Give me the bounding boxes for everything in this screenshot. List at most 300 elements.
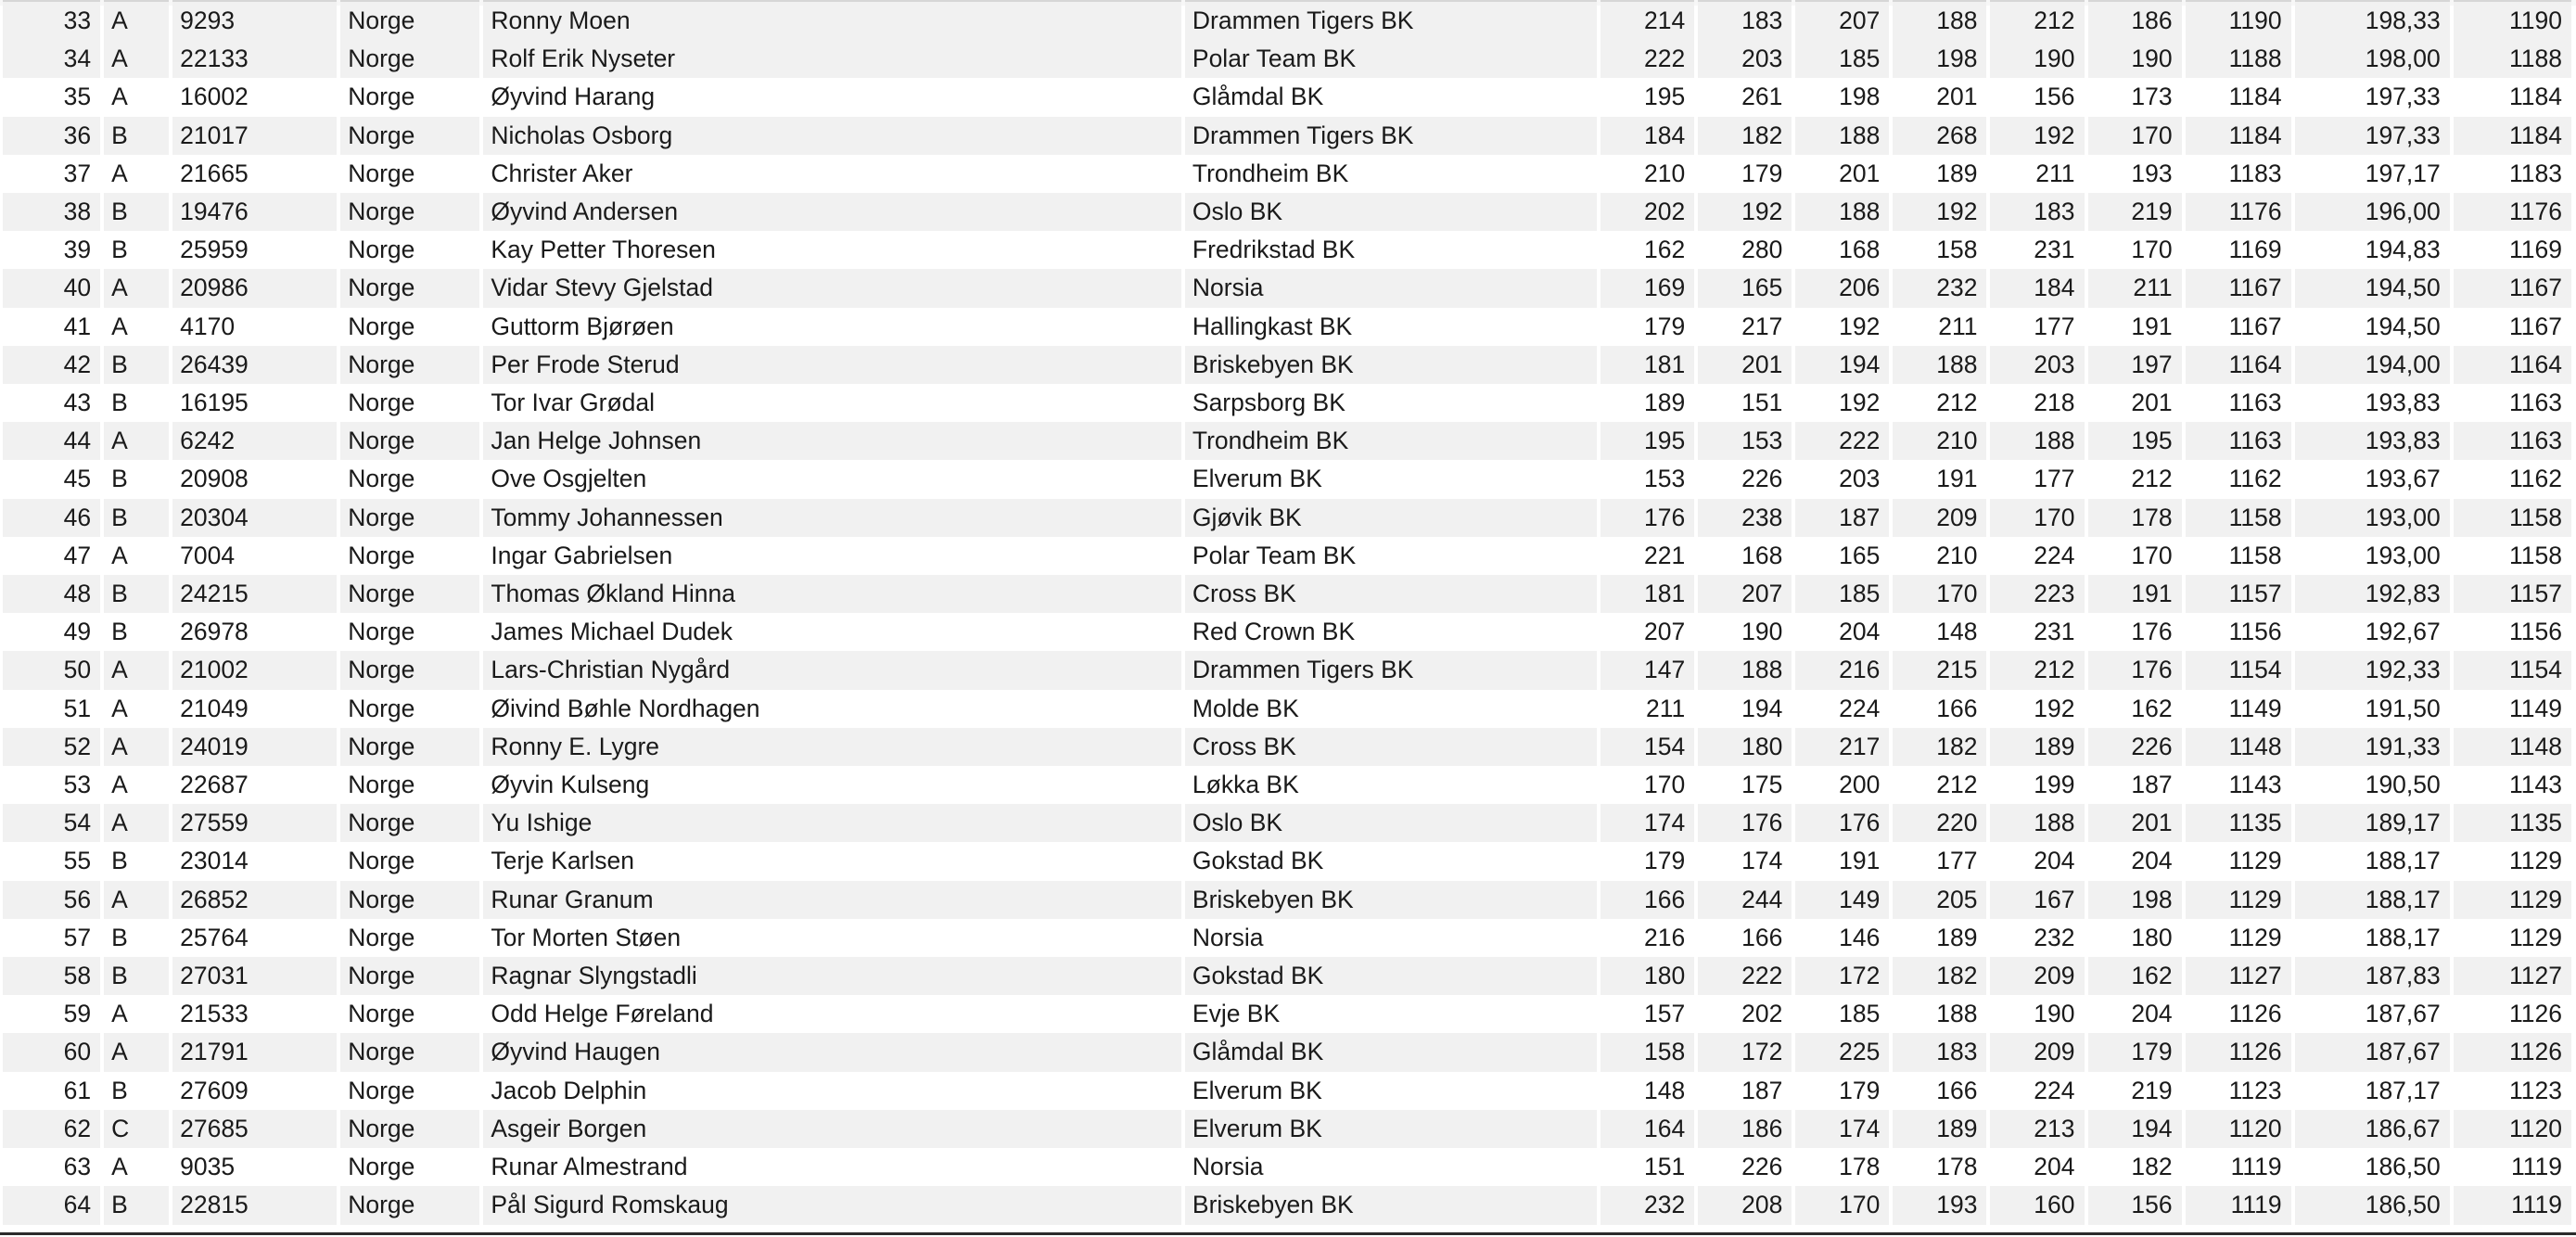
club-cell: Oslo BK: [1185, 193, 1597, 231]
game-3-score: 170: [1795, 1186, 1889, 1224]
game-6-score: 212: [2088, 460, 2182, 498]
game-4-score: 188: [1893, 346, 1986, 384]
club-cell: Cross BK: [1185, 728, 1597, 766]
total-score: 1129: [2186, 881, 2291, 919]
rank-cell: 60: [3, 1033, 100, 1071]
club-cell: Cross BK: [1185, 575, 1597, 613]
club-cell: Briskebyen BK: [1185, 1186, 1597, 1224]
game-6-score: 170: [2088, 231, 2182, 269]
rank-cell: 51: [3, 690, 100, 728]
handicap-total-score: 1119: [2454, 1186, 2571, 1224]
license-cell: 20986: [172, 269, 337, 307]
game-1-score: 179: [1600, 842, 1694, 880]
game-5-score: 188: [1990, 422, 2084, 460]
game-6-score: 179: [2088, 1033, 2182, 1071]
handicap-total-score: 1162: [2454, 460, 2571, 498]
player-name-cell: Runar Granum: [483, 881, 1181, 919]
game-2-score: 192: [1698, 193, 1792, 231]
game-2-score: 188: [1698, 651, 1792, 689]
table-row: [3, 231, 2571, 269]
table-row: [3, 1072, 2571, 1110]
game-4-score: 212: [1893, 384, 1986, 422]
table-row: [3, 0, 2571, 40]
average-score: 192,67: [2295, 613, 2450, 651]
table-row: [3, 1110, 2571, 1148]
game-3-score: 168: [1795, 231, 1889, 269]
handicap-total-score: 1163: [2454, 384, 2571, 422]
game-2-score: 190: [1698, 613, 1792, 651]
player-name-cell: Tor Morten Støen: [483, 919, 1181, 957]
license-cell: 24019: [172, 728, 337, 766]
game-5-score: 188: [1990, 804, 2084, 842]
game-1-score: 164: [1600, 1110, 1694, 1148]
table-row: [3, 40, 2571, 78]
table-row: [3, 422, 2571, 460]
average-score: 187,17: [2295, 1072, 2450, 1110]
average-score: 187,67: [2295, 995, 2450, 1033]
nation-cell: Norge: [340, 1148, 479, 1186]
player-name-cell: Asgeir Borgen: [483, 1110, 1181, 1148]
class-cell: B: [104, 231, 169, 269]
rank-cell: 59: [3, 995, 100, 1033]
results-body: [3, 0, 2571, 1225]
game-1-score: 189: [1600, 384, 1694, 422]
license-cell: 21017: [172, 117, 337, 155]
table-row: [3, 957, 2571, 995]
game-1-score: 221: [1600, 537, 1694, 575]
game-4-score: 148: [1893, 613, 1986, 651]
total-score: 1167: [2186, 308, 2291, 346]
nation-cell: Norge: [340, 613, 479, 651]
game-3-score: 188: [1795, 193, 1889, 231]
nation-cell: Norge: [340, 842, 479, 880]
handicap-total-score: 1169: [2454, 231, 2571, 269]
license-cell: 9293: [172, 0, 337, 40]
game-2-score: 208: [1698, 1186, 1792, 1224]
game-4-score: 166: [1893, 690, 1986, 728]
game-4-score: 211: [1893, 308, 1986, 346]
game-2-score: 153: [1698, 422, 1792, 460]
class-cell: A: [104, 995, 169, 1033]
rank-cell: 38: [3, 193, 100, 231]
game-5-score: 203: [1990, 346, 2084, 384]
rank-cell: 61: [3, 1072, 100, 1110]
club-cell: Drammen Tigers BK: [1185, 651, 1597, 689]
rank-cell: 47: [3, 537, 100, 575]
game-5-score: 213: [1990, 1110, 2084, 1148]
nation-cell: Norge: [340, 1033, 479, 1071]
rank-cell: 53: [3, 766, 100, 804]
rank-cell: 42: [3, 346, 100, 384]
nation-cell: Norge: [340, 1110, 479, 1148]
game-6-score: 187: [2088, 766, 2182, 804]
class-cell: B: [104, 384, 169, 422]
player-name-cell: Runar Almestrand: [483, 1148, 1181, 1186]
player-name-cell: Pål Sigurd Romskaug: [483, 1186, 1181, 1224]
game-3-score: 178: [1795, 1148, 1889, 1186]
average-score: 192,33: [2295, 651, 2450, 689]
game-4-score: 170: [1893, 575, 1986, 613]
average-score: 193,67: [2295, 460, 2450, 498]
total-score: 1158: [2186, 537, 2291, 575]
total-score: 1163: [2186, 384, 2291, 422]
nation-cell: Norge: [340, 422, 479, 460]
game-2-score: 186: [1698, 1110, 1792, 1148]
handicap-total-score: 1120: [2454, 1110, 2571, 1148]
player-name-cell: Øyvind Andersen: [483, 193, 1181, 231]
game-3-score: 222: [1795, 422, 1889, 460]
average-score: 196,00: [2295, 193, 2450, 231]
game-5-score: 232: [1990, 919, 2084, 957]
total-score: 1156: [2186, 613, 2291, 651]
table-row: [3, 117, 2571, 155]
class-cell: A: [104, 766, 169, 804]
player-name-cell: Thomas Økland Hinna: [483, 575, 1181, 613]
handicap-total-score: 1158: [2454, 499, 2571, 537]
license-cell: 23014: [172, 842, 337, 880]
game-3-score: 179: [1795, 1072, 1889, 1110]
handicap-total-score: 1129: [2454, 919, 2571, 957]
table-row: [3, 1148, 2571, 1186]
game-6-score: 201: [2088, 384, 2182, 422]
table-row: [3, 919, 2571, 957]
player-name-cell: Øyvind Harang: [483, 78, 1181, 116]
game-1-score: 181: [1600, 575, 1694, 613]
license-cell: 22687: [172, 766, 337, 804]
license-cell: 20304: [172, 499, 337, 537]
game-6-score: 219: [2088, 193, 2182, 231]
handicap-total-score: 1167: [2454, 269, 2571, 307]
handicap-total-score: 1143: [2454, 766, 2571, 804]
total-score: 1190: [2186, 0, 2291, 40]
table-row: [3, 193, 2571, 231]
game-1-score: 222: [1600, 40, 1694, 78]
game-3-score: 225: [1795, 1033, 1889, 1071]
class-cell: B: [104, 613, 169, 651]
rank-cell: 58: [3, 957, 100, 995]
club-cell: Briskebyen BK: [1185, 346, 1597, 384]
game-3-score: 191: [1795, 842, 1889, 880]
player-name-cell: James Michael Dudek: [483, 613, 1181, 651]
club-cell: Gjøvik BK: [1185, 499, 1597, 537]
game-1-score: 176: [1600, 499, 1694, 537]
license-cell: 25959: [172, 231, 337, 269]
player-name-cell: Kay Petter Thoresen: [483, 231, 1181, 269]
player-name-cell: Jacob Delphin: [483, 1072, 1181, 1110]
handicap-total-score: 1184: [2454, 117, 2571, 155]
license-cell: 21665: [172, 155, 337, 193]
table-row: [3, 766, 2571, 804]
game-1-score: 148: [1600, 1072, 1694, 1110]
table-row: [3, 155, 2571, 193]
club-cell: Norsia: [1185, 919, 1597, 957]
game-3-score: 174: [1795, 1110, 1889, 1148]
nation-cell: Norge: [340, 384, 479, 422]
class-cell: A: [104, 0, 169, 40]
license-cell: 27609: [172, 1072, 337, 1110]
game-5-score: 211: [1990, 155, 2084, 193]
club-cell: Evje BK: [1185, 995, 1597, 1033]
nation-cell: Norge: [340, 957, 479, 995]
game-5-score: 167: [1990, 881, 2084, 919]
player-name-cell: Nicholas Osborg: [483, 117, 1181, 155]
game-3-score: 187: [1795, 499, 1889, 537]
total-score: 1154: [2186, 651, 2291, 689]
club-cell: Hallingkast BK: [1185, 308, 1597, 346]
total-score: 1129: [2186, 842, 2291, 880]
table-row: [3, 1186, 2571, 1224]
game-4-score: 189: [1893, 919, 1986, 957]
club-cell: Glåmdal BK: [1185, 78, 1597, 116]
license-cell: 27031: [172, 957, 337, 995]
average-score: 187,83: [2295, 957, 2450, 995]
average-score: 193,83: [2295, 384, 2450, 422]
game-1-score: 195: [1600, 422, 1694, 460]
rank-cell: 64: [3, 1186, 100, 1224]
game-2-score: 201: [1698, 346, 1792, 384]
class-cell: B: [104, 919, 169, 957]
nation-cell: Norge: [340, 460, 479, 498]
game-3-score: 185: [1795, 995, 1889, 1033]
license-cell: 21002: [172, 651, 337, 689]
game-2-score: 166: [1698, 919, 1792, 957]
game-5-score: 170: [1990, 499, 2084, 537]
nation-cell: Norge: [340, 40, 479, 78]
game-2-score: 222: [1698, 957, 1792, 995]
game-6-score: 194: [2088, 1110, 2182, 1148]
total-score: 1129: [2186, 919, 2291, 957]
game-2-score: 168: [1698, 537, 1792, 575]
game-5-score: 160: [1990, 1186, 2084, 1224]
table-bottom-rule: [0, 1232, 2576, 1235]
nation-cell: Norge: [340, 499, 479, 537]
game-4-score: 192: [1893, 193, 1986, 231]
player-name-cell: Christer Aker: [483, 155, 1181, 193]
game-5-score: 212: [1990, 651, 2084, 689]
game-5-score: 192: [1990, 690, 2084, 728]
club-cell: Sarpsborg BK: [1185, 384, 1597, 422]
player-name-cell: Jan Helge Johnsen: [483, 422, 1181, 460]
handicap-total-score: 1164: [2454, 346, 2571, 384]
game-6-score: 178: [2088, 499, 2182, 537]
license-cell: 9035: [172, 1148, 337, 1186]
handicap-total-score: 1184: [2454, 78, 2571, 116]
game-2-score: 172: [1698, 1033, 1792, 1071]
game-2-score: 179: [1698, 155, 1792, 193]
handicap-total-score: 1126: [2454, 1033, 2571, 1071]
game-4-score: 182: [1893, 728, 1986, 766]
handicap-total-score: 1167: [2454, 308, 2571, 346]
license-cell: 26978: [172, 613, 337, 651]
game-6-score: 176: [2088, 651, 2182, 689]
handicap-total-score: 1119: [2454, 1148, 2571, 1186]
game-3-score: 203: [1795, 460, 1889, 498]
game-1-score: 216: [1600, 919, 1694, 957]
total-score: 1127: [2186, 957, 2291, 995]
game-2-score: 226: [1698, 460, 1792, 498]
game-5-score: 199: [1990, 766, 2084, 804]
handicap-total-score: 1188: [2454, 40, 2571, 78]
game-1-score: 147: [1600, 651, 1694, 689]
average-score: 194,50: [2295, 269, 2450, 307]
rank-cell: 33: [3, 0, 100, 40]
game-4-score: 212: [1893, 766, 1986, 804]
game-4-score: 158: [1893, 231, 1986, 269]
table-row: [3, 804, 2571, 842]
game-4-score: 205: [1893, 881, 1986, 919]
class-cell: A: [104, 651, 169, 689]
game-6-score: 191: [2088, 575, 2182, 613]
game-1-score: 162: [1600, 231, 1694, 269]
game-5-score: 177: [1990, 308, 2084, 346]
game-2-score: 203: [1698, 40, 1792, 78]
club-cell: Elverum BK: [1185, 1072, 1597, 1110]
class-cell: B: [104, 117, 169, 155]
handicap-total-score: 1127: [2454, 957, 2571, 995]
game-2-score: 174: [1698, 842, 1792, 880]
total-score: 1126: [2186, 995, 2291, 1033]
player-name-cell: Lars-Christian Nygård: [483, 651, 1181, 689]
nation-cell: Norge: [340, 1186, 479, 1224]
player-name-cell: Vidar Stevy Gjelstad: [483, 269, 1181, 307]
game-5-score: 204: [1990, 1148, 2084, 1186]
table-row: [3, 308, 2571, 346]
game-5-score: 209: [1990, 1033, 2084, 1071]
game-4-score: 182: [1893, 957, 1986, 995]
game-5-score: 209: [1990, 957, 2084, 995]
table-row: [3, 384, 2571, 422]
game-2-score: 182: [1698, 117, 1792, 155]
game-3-score: 172: [1795, 957, 1889, 995]
total-score: 1119: [2186, 1148, 2291, 1186]
game-1-score: 154: [1600, 728, 1694, 766]
game-4-score: 189: [1893, 1110, 1986, 1148]
nation-cell: Norge: [340, 193, 479, 231]
nation-cell: Norge: [340, 269, 479, 307]
game-6-score: 180: [2088, 919, 2182, 957]
game-3-score: 185: [1795, 575, 1889, 613]
game-3-score: 200: [1795, 766, 1889, 804]
game-2-score: 244: [1698, 881, 1792, 919]
player-name-cell: Øyvind Haugen: [483, 1033, 1181, 1071]
club-cell: Fredrikstad BK: [1185, 231, 1597, 269]
class-cell: A: [104, 881, 169, 919]
game-4-score: 183: [1893, 1033, 1986, 1071]
club-cell: Norsia: [1185, 1148, 1597, 1186]
table-row: [3, 690, 2571, 728]
class-cell: B: [104, 1072, 169, 1110]
game-2-score: 183: [1698, 0, 1792, 40]
table-row: [3, 346, 2571, 384]
average-score: 186,50: [2295, 1186, 2450, 1224]
handicap-total-score: 1190: [2454, 0, 2571, 40]
rank-cell: 57: [3, 919, 100, 957]
game-1-score: 202: [1600, 193, 1694, 231]
total-score: 1164: [2186, 346, 2291, 384]
club-cell: Elverum BK: [1185, 1110, 1597, 1148]
rank-cell: 41: [3, 308, 100, 346]
average-score: 197,17: [2295, 155, 2450, 193]
total-score: 1163: [2186, 422, 2291, 460]
nation-cell: Norge: [340, 231, 479, 269]
game-1-score: 180: [1600, 957, 1694, 995]
nation-cell: Norge: [340, 690, 479, 728]
rank-cell: 40: [3, 269, 100, 307]
game-3-score: 188: [1795, 117, 1889, 155]
table-row: [3, 78, 2571, 116]
game-3-score: 194: [1795, 346, 1889, 384]
handicap-total-score: 1123: [2454, 1072, 2571, 1110]
license-cell: 22133: [172, 40, 337, 78]
table-row: [3, 1033, 2571, 1071]
club-cell: Elverum BK: [1185, 460, 1597, 498]
average-score: 193,00: [2295, 499, 2450, 537]
average-score: 189,17: [2295, 804, 2450, 842]
average-score: 186,67: [2295, 1110, 2450, 1148]
total-score: 1143: [2186, 766, 2291, 804]
class-cell: C: [104, 1110, 169, 1148]
nation-cell: Norge: [340, 346, 479, 384]
game-1-score: 214: [1600, 0, 1694, 40]
total-score: 1188: [2186, 40, 2291, 78]
game-3-score: 192: [1795, 384, 1889, 422]
rank-cell: 39: [3, 231, 100, 269]
class-cell: A: [104, 1033, 169, 1071]
nation-cell: Norge: [340, 1072, 479, 1110]
class-cell: A: [104, 40, 169, 78]
license-cell: 24215: [172, 575, 337, 613]
club-cell: Briskebyen BK: [1185, 881, 1597, 919]
nation-cell: Norge: [340, 155, 479, 193]
nation-cell: Norge: [340, 308, 479, 346]
game-4-score: 210: [1893, 422, 1986, 460]
game-4-score: 198: [1893, 40, 1986, 78]
game-5-score: 212: [1990, 0, 2084, 40]
license-cell: 27685: [172, 1110, 337, 1148]
game-2-score: 238: [1698, 499, 1792, 537]
game-5-score: 190: [1990, 40, 2084, 78]
game-3-score: 185: [1795, 40, 1889, 78]
average-score: 193,00: [2295, 537, 2450, 575]
game-5-score: 184: [1990, 269, 2084, 307]
game-4-score: 188: [1893, 0, 1986, 40]
game-2-score: 217: [1698, 308, 1792, 346]
nation-cell: Norge: [340, 0, 479, 40]
table-row: [3, 995, 2571, 1033]
game-6-score: 173: [2088, 78, 2182, 116]
game-2-score: 165: [1698, 269, 1792, 307]
rank-cell: 36: [3, 117, 100, 155]
average-score: 186,50: [2295, 1148, 2450, 1186]
club-cell: Drammen Tigers BK: [1185, 0, 1597, 40]
handicap-total-score: 1149: [2454, 690, 2571, 728]
class-cell: B: [104, 575, 169, 613]
player-name-cell: Tommy Johannessen: [483, 499, 1181, 537]
total-score: 1120: [2186, 1110, 2291, 1148]
game-5-score: 231: [1990, 231, 2084, 269]
nation-cell: Norge: [340, 766, 479, 804]
game-6-score: 162: [2088, 957, 2182, 995]
rank-cell: 35: [3, 78, 100, 116]
class-cell: B: [104, 1186, 169, 1224]
table-row: [3, 842, 2571, 880]
license-cell: 21791: [172, 1033, 337, 1071]
average-score: 197,33: [2295, 78, 2450, 116]
player-name-cell: Ove Osgjelten: [483, 460, 1181, 498]
nation-cell: Norge: [340, 651, 479, 689]
class-cell: A: [104, 728, 169, 766]
game-4-score: 189: [1893, 155, 1986, 193]
